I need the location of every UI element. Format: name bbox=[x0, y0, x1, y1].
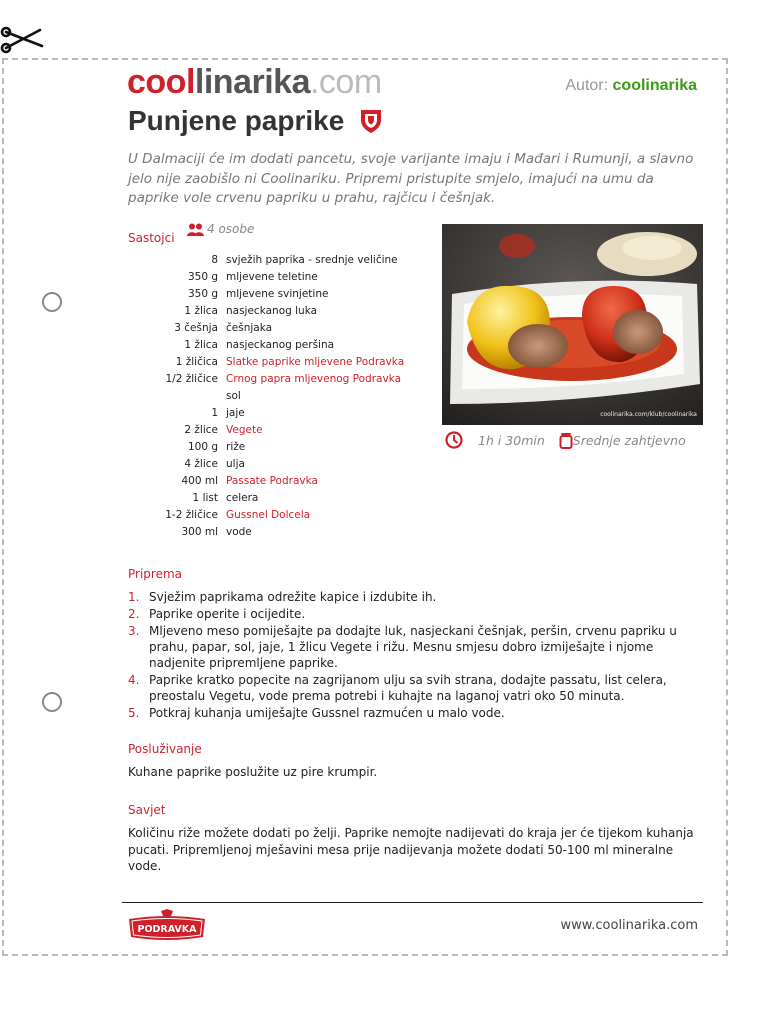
ingredient-product-link[interactable]: Vegete bbox=[226, 424, 263, 436]
recipe-photo bbox=[442, 224, 703, 425]
ingredient-quantity: 1/2 žličice bbox=[165, 373, 218, 385]
ingredient-row bbox=[128, 524, 428, 541]
podravka-logo[interactable] bbox=[127, 909, 207, 943]
tip-text: Količinu riže možete dodati po želji. Paprike nemojte nadijevati do kraja jer će tijekom kuhanja pucati. Pripremljenoj mješavini mesa prije nadijevanja možete dodati 50-100 ml mineralne vode. bbox=[128, 826, 694, 873]
ingredient-row bbox=[128, 286, 428, 303]
ingredient-product-link[interactable]: Slatke paprike mljevene Podravka bbox=[226, 356, 405, 368]
step-text: Mljeveno meso pomiješajte pa dodajte luk, nasjeckani češnjak, peršin, crvenu papriku u prahu, papar, sol, jaje, 1 žlicu Vegete i rižu. Mesnu smjesu dobro izmiješajte i njome nadjenite pripremljene paprike. bbox=[149, 624, 677, 670]
step-text: Potkraj kuhanja umiješajte Gussnel razmućen u malo vode. bbox=[149, 706, 505, 720]
step-number: 1. bbox=[128, 590, 140, 604]
ingredient-name: svježih paprika - srednje veličine bbox=[226, 254, 398, 266]
logo-text-domain: .com bbox=[309, 63, 382, 101]
serving-heading: Posluživanje bbox=[128, 742, 202, 756]
recipe-title: Punjene paprike bbox=[128, 105, 345, 136]
ingredient-row bbox=[128, 473, 428, 490]
ingredient-name: nasjeckanog luka bbox=[226, 305, 318, 317]
step-number: 3. bbox=[128, 624, 140, 638]
binder-hole bbox=[42, 292, 62, 312]
ingredient-product-link[interactable]: Gussnel Dolcela bbox=[226, 509, 311, 521]
ingredient-quantity: 400 ml bbox=[181, 475, 218, 487]
ingredient-row bbox=[128, 337, 428, 354]
ingredient-name: nasjeckanog peršina bbox=[226, 339, 335, 351]
footer-divider bbox=[122, 902, 703, 903]
ingredient-row bbox=[128, 269, 428, 286]
ingredient-row bbox=[128, 405, 428, 422]
ingredient-row bbox=[128, 303, 428, 320]
ingredient-quantity: 1-2 žličice bbox=[165, 509, 218, 521]
step-number: 5. bbox=[128, 706, 140, 720]
ingredient-name: vode bbox=[226, 526, 252, 538]
method-step bbox=[128, 672, 708, 704]
ingredient-row bbox=[128, 439, 428, 456]
clock-icon bbox=[444, 430, 464, 450]
scissors-icon bbox=[0, 24, 46, 60]
ingredient-row bbox=[128, 354, 428, 371]
ingredient-quantity: 8 bbox=[211, 254, 218, 266]
ingredient-row bbox=[128, 388, 428, 405]
ingredient-name: celera bbox=[226, 492, 259, 504]
ingredient-quantity: 4 žlice bbox=[184, 458, 218, 470]
author-line bbox=[565, 77, 697, 95]
recipe-intro: U Dalmaciji će im dodati pancetu, svoje varijante imaju i Mađari i Rumunji, a slavno jelo nije zaobišlo ni Coolinariku. Pripremi pristupite smjelo, imajući na umu da paprike vole crvenu papriku u prahu, rajčicu i češnjak. bbox=[128, 151, 694, 206]
ingredients-heading: Sastojci bbox=[128, 231, 175, 245]
step-text: Svježim paprikama odrežite kapice i izdubite ih. bbox=[149, 590, 437, 604]
ingredient-name: riže bbox=[226, 441, 246, 453]
logo-text-l: l bbox=[194, 63, 204, 101]
ingredient-quantity bbox=[128, 388, 218, 405]
serving-text: Kuhane paprike poslužite uz pire krumpir. bbox=[128, 765, 378, 779]
website-link[interactable]: www.coolinarika.com bbox=[560, 918, 698, 933]
logo-text-inarika: inarika bbox=[203, 63, 310, 101]
method-step bbox=[128, 623, 708, 671]
logo-text-cool: cool bbox=[127, 63, 195, 101]
ingredient-quantity: 1 bbox=[211, 407, 218, 419]
author-label: Autor: bbox=[565, 77, 609, 94]
ingredient-product-link[interactable]: Crnog papra mljevenog Podravka bbox=[226, 373, 402, 385]
ingredient-name: ulja bbox=[226, 458, 245, 470]
ingredient-quantity: 1 žlica bbox=[184, 305, 218, 317]
ingredient-quantity: 300 ml bbox=[181, 526, 218, 538]
ingredient-quantity: 3 češnja bbox=[174, 322, 218, 334]
ingredient-quantity: 1 žličica bbox=[175, 356, 218, 368]
ingredient-quantity: 350 g bbox=[187, 288, 218, 300]
ingredient-name: mljevene teletine bbox=[226, 271, 318, 283]
binder-hole bbox=[42, 692, 62, 712]
method-heading: Priprema bbox=[128, 567, 183, 581]
method-step bbox=[128, 705, 708, 721]
ingredient-quantity: 2 žlice bbox=[184, 424, 218, 436]
ingredient-row bbox=[128, 490, 428, 507]
ingredient-row bbox=[128, 371, 428, 388]
shield-badge-icon bbox=[359, 108, 383, 134]
ingredient-name: sol bbox=[226, 390, 241, 402]
method-step bbox=[128, 606, 708, 622]
author-name-link[interactable]: coolinarika bbox=[612, 77, 697, 94]
servings bbox=[187, 222, 254, 236]
ingredient-name: mljevene svinjetine bbox=[226, 288, 329, 300]
coolinarika-logo[interactable] bbox=[127, 63, 382, 102]
difficulty: Srednje zahtjevno bbox=[572, 432, 686, 448]
ingredient-quantity: 1 žlica bbox=[184, 339, 218, 351]
step-text: Paprike operite i ocijedite. bbox=[149, 607, 306, 621]
ingredient-row bbox=[128, 456, 428, 473]
ingredient-row bbox=[128, 320, 428, 337]
ingredient-name: jaje bbox=[226, 407, 245, 419]
chef-hat-icon bbox=[559, 431, 573, 449]
method-step bbox=[128, 589, 708, 605]
step-number: 4. bbox=[128, 673, 140, 687]
ingredient-quantity: 100 g bbox=[187, 441, 218, 453]
tip-heading: Savjet bbox=[128, 803, 166, 817]
ingredient-list bbox=[128, 252, 428, 541]
ingredient-quantity: 1 list bbox=[192, 492, 218, 504]
ingredient-row bbox=[128, 252, 428, 269]
podravka-logo-text: PODRAVKA bbox=[137, 924, 197, 935]
ingredient-name: češnjaka bbox=[226, 322, 273, 334]
photo-watermark: coolinarika.com/klub/coolinarika bbox=[600, 411, 697, 418]
servings-text: 4 osobe bbox=[207, 222, 255, 236]
ingredient-row bbox=[128, 507, 428, 524]
step-number: 2. bbox=[128, 607, 140, 621]
ingredient-product-link[interactable]: Passate Podravka bbox=[226, 475, 318, 487]
ingredient-row bbox=[128, 422, 428, 439]
people-icon bbox=[187, 223, 205, 236]
method-steps bbox=[128, 589, 708, 722]
prep-time: 1h i 30min bbox=[478, 432, 545, 448]
recipe-meta bbox=[444, 430, 686, 450]
ingredient-quantity: 350 g bbox=[187, 271, 218, 283]
step-text: Paprike kratko popecite na zagrijanom ulju sa svih strana, dodajte passatu, list celera, preostalu Vegetu, vode prema potrebi i kuhajte na laganoj vatri oko 50 minuta. bbox=[149, 673, 667, 703]
